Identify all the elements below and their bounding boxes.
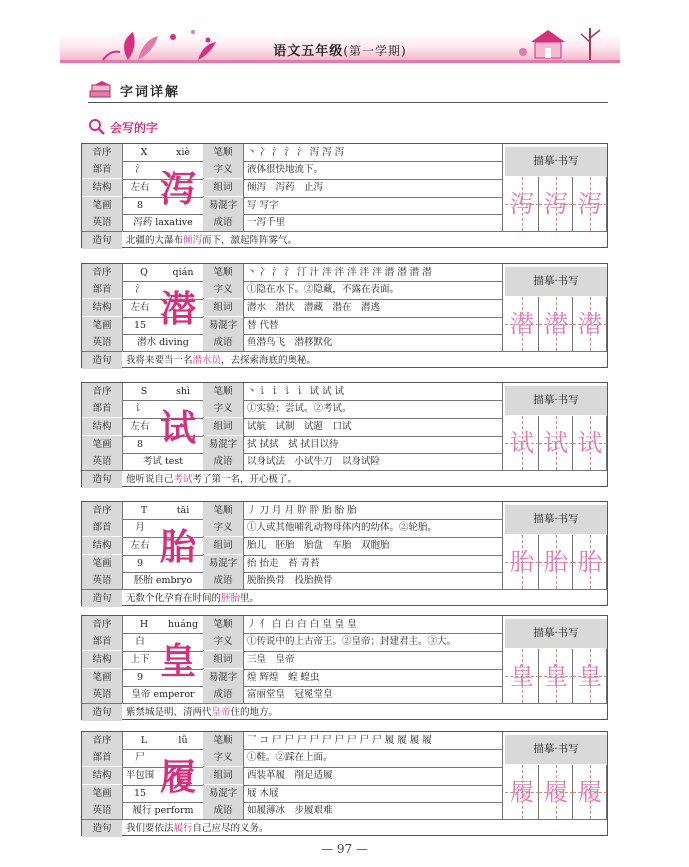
label-idiom: 成语 <box>203 572 243 589</box>
label-meaning: 字义 <box>203 749 243 766</box>
idiom-value: 一泻千里 <box>247 217 286 228</box>
label-english: 英语 <box>82 453 122 470</box>
sentence-keyword: 考试 <box>173 474 193 485</box>
label-confusable: 易混字 <box>203 555 243 572</box>
example-sentence: 紫禁城是明、清两代皇帝住的地方。 <box>126 707 279 718</box>
practice-cell <box>539 535 573 589</box>
character-card <box>81 143 608 248</box>
label-sentence: 造句 <box>82 352 122 369</box>
practice-grid <box>505 177 609 231</box>
character-card <box>81 263 608 368</box>
confusable-value: 屐 木屐 <box>247 788 279 799</box>
practice-cell <box>573 297 607 351</box>
label-strokes_count: 笔画 <box>82 317 122 334</box>
trace-character: 泻 <box>510 190 534 218</box>
label-idiom: 成语 <box>203 802 243 819</box>
label-words: 组词 <box>203 179 243 196</box>
strokes-value: 8 <box>136 439 144 450</box>
meaning-value: ①隐在水下。②隐藏，不露在表面。 <box>247 284 400 295</box>
label-radical: 部首 <box>82 519 122 536</box>
practice-cell <box>573 535 607 589</box>
label-confusable: 易混字 <box>203 197 243 214</box>
label-order: 音序 <box>82 732 122 749</box>
pinyin-value: qián <box>172 267 194 278</box>
pinyin-value: xiè <box>175 147 191 158</box>
sentence-keyword: 皇帝 <box>211 707 231 718</box>
strokes-value: 15 <box>133 788 147 799</box>
words-value: 胎儿 胚胎 胎盘 车胎 双胞胎 <box>247 540 390 551</box>
label-stroke_order: 笔顺 <box>203 732 243 749</box>
label-meaning: 字义 <box>203 633 243 650</box>
practice-grid <box>505 535 609 589</box>
trace-character: 胎 <box>578 548 602 576</box>
trace-character: 胎 <box>544 548 568 576</box>
stroke-order-value: 丶 冫 氵 氵 汀 汁 泮 泮 泮 泮 泮 潜 潜 潜 潜 <box>247 267 432 278</box>
strokes-value: 9 <box>136 672 144 683</box>
confusable-value: 拭 拭拭 拭 拭目以待 <box>247 439 339 450</box>
page-number: — 97 — <box>321 842 368 856</box>
label-order: 音序 <box>82 383 122 400</box>
stroke-order-value: 丿 亻 白 白 白 白 皇 皇 皇 <box>247 619 357 630</box>
sentence-keyword: 履行 <box>173 823 193 834</box>
main-character: 潜 <box>159 289 196 330</box>
practice-cell <box>505 649 539 703</box>
label-strokes_count: 笔画 <box>82 555 122 572</box>
practice-cell <box>573 649 607 703</box>
stroke-order-value: 丶 冫 氵 氵 氵 泻 泻 泻 <box>247 147 345 158</box>
section-title-sub: 会写的字 <box>88 118 158 136</box>
label-english: 英语 <box>82 214 122 231</box>
label-sentence: 造句 <box>82 471 122 488</box>
stroke-order-value: 丶 讠 讠 讠 讠 试 试 试 <box>247 386 345 397</box>
label-strokes_count: 笔画 <box>82 669 122 686</box>
label-sentence: 造句 <box>82 704 122 721</box>
english-value: 胚胎 embryo <box>133 575 193 586</box>
strokes-value: 15 <box>133 320 147 331</box>
label-english: 英语 <box>82 686 122 703</box>
practice-grid <box>505 765 609 819</box>
radical-value: 氵 <box>135 284 145 295</box>
sentence-keyword: 潜水员 <box>192 355 222 366</box>
label-structure: 结构 <box>82 299 122 316</box>
practice-grid <box>505 649 609 703</box>
example-sentence: 无数个化孕育在时间的胚胎里。 <box>126 593 260 604</box>
main-character: 皇 <box>159 641 196 682</box>
label-sentence: 造句 <box>82 820 122 837</box>
letter-value: H <box>139 619 149 630</box>
label-idiom: 成语 <box>203 334 243 351</box>
practice-cell <box>573 177 607 231</box>
label-confusable: 易混字 <box>203 669 243 686</box>
trace-character: 试 <box>510 429 534 457</box>
letter-value: L <box>140 735 148 746</box>
trace-character: 泻 <box>544 190 568 218</box>
practice-cell <box>505 765 539 819</box>
main-character: 试 <box>159 408 196 449</box>
label-structure: 结构 <box>82 418 122 435</box>
label-english: 英语 <box>82 334 122 351</box>
label-words: 组词 <box>203 537 243 554</box>
letter-value: T <box>140 505 148 516</box>
words-value: 西装革履 削足适履 <box>247 770 333 781</box>
label-structure: 结构 <box>82 179 122 196</box>
label-radical: 部首 <box>82 749 122 766</box>
words-value: 试航 试制 试题 口试 <box>247 421 352 432</box>
words-value: 倾泻 泻药 止泻 <box>247 182 324 193</box>
label-sentence: 造句 <box>82 232 122 249</box>
stroke-order-value: 丿 刀 月 月 肸 肸 胎 胎 胎 <box>247 505 357 516</box>
structure-value: 上下 <box>130 654 150 665</box>
label-meaning: 字义 <box>203 281 243 298</box>
structure-value: 左右 <box>130 540 150 551</box>
radical-value: 月 <box>135 522 145 533</box>
character-card <box>81 501 608 606</box>
example-sentence: 我们要依法履行自己应尽的义务。 <box>126 823 269 834</box>
label-stroke_order: 笔顺 <box>203 383 243 400</box>
character-card <box>81 731 608 836</box>
practice-label: 描摹·书写 <box>505 619 607 648</box>
trace-character: 皇 <box>544 662 568 690</box>
meaning-value: ①人或其他哺乳动物母体内的幼体。②轮胎。 <box>247 522 438 533</box>
meaning-value: 液体很快地流下。 <box>247 164 324 175</box>
idiom-value: 富丽堂皇 冠冕堂皇 <box>247 689 333 700</box>
label-words: 组词 <box>203 418 243 435</box>
books-icon <box>88 81 114 99</box>
main-character: 胎 <box>159 527 196 568</box>
english-value: 潜水 diving <box>137 337 189 348</box>
main-character: 泻 <box>159 169 196 210</box>
idiom-value: 如履薄冰 步履艰难 <box>247 805 333 816</box>
label-confusable: 易混字 <box>203 436 243 453</box>
letter-value: X <box>140 147 148 158</box>
trace-character: 泻 <box>578 190 602 218</box>
structure-value: 左右 <box>130 302 150 313</box>
label-order: 音序 <box>82 502 122 519</box>
practice-cell <box>505 177 539 231</box>
practice-label: 描摹·书写 <box>505 505 607 534</box>
label-strokes_count: 笔画 <box>82 197 122 214</box>
practice-cell <box>505 416 539 470</box>
label-structure: 结构 <box>82 651 122 668</box>
english-value: 履行 perform <box>132 805 194 816</box>
trace-character: 潜 <box>578 310 602 338</box>
trace-character: 皇 <box>510 662 534 690</box>
label-radical: 部首 <box>82 633 122 650</box>
character-card <box>81 382 608 487</box>
trace-character: 胎 <box>510 548 534 576</box>
structure-value: 左右 <box>130 421 150 432</box>
label-strokes_count: 笔画 <box>82 785 122 802</box>
english-value: 泻药 laxative <box>133 217 193 228</box>
label-radical: 部首 <box>82 400 122 417</box>
stroke-order-value: 乛 コ 尸 尸 尸 尸 尸 尸 尸 尸 尸 履 履 履 履 <box>247 735 432 746</box>
label-stroke_order: 笔顺 <box>203 264 243 281</box>
english-value: 考试 test <box>142 456 184 467</box>
trace-character: 试 <box>544 429 568 457</box>
radical-value: 白 <box>135 636 145 647</box>
confusable-value: 煌 辉煌 蝗 蝗虫 <box>247 672 320 683</box>
example-sentence: 他听说自己考试考了第一名，开心极了。 <box>126 474 298 485</box>
trace-character: 皇 <box>578 662 602 690</box>
strokes-value: 8 <box>136 200 144 211</box>
practice-label: 描摹·书写 <box>505 735 607 764</box>
practice-grid <box>505 297 609 351</box>
label-strokes_count: 笔画 <box>82 436 122 453</box>
practice-cell <box>505 297 539 351</box>
label-meaning: 字义 <box>203 161 243 178</box>
meaning-value: ①实验；尝试。②考试。 <box>247 403 352 414</box>
meaning-value: ①鞋。②踩在上面。 <box>247 752 333 763</box>
practice-cell <box>505 535 539 589</box>
practice-cell <box>573 765 607 819</box>
trace-character: 履 <box>578 778 602 806</box>
words-value: 潜水 潜伏 潜藏 潜在 潜逃 <box>247 302 381 313</box>
english-value: 皇帝 emperor <box>131 689 195 700</box>
structure-value: 左右 <box>130 182 150 193</box>
letter-value: S <box>140 386 148 397</box>
label-radical: 部首 <box>82 161 122 178</box>
practice-cell <box>539 177 573 231</box>
label-words: 组词 <box>203 299 243 316</box>
practice-label: 描摹·书写 <box>505 147 607 176</box>
header-title: 语文五年级(第一学期) <box>273 44 407 59</box>
section-title-main: 字词详解 <box>88 80 180 100</box>
label-order: 音序 <box>82 616 122 633</box>
practice-label: 描摹·书写 <box>505 267 607 296</box>
label-confusable: 易混字 <box>203 317 243 334</box>
strokes-value: 9 <box>136 558 144 569</box>
label-words: 组词 <box>203 651 243 668</box>
confusable-value: 替 代替 <box>247 320 279 331</box>
practice-cell <box>539 649 573 703</box>
label-idiom: 成语 <box>203 453 243 470</box>
pinyin-value: lǚ <box>178 735 188 746</box>
pinyin-value: shì <box>175 386 191 397</box>
label-english: 英语 <box>82 802 122 819</box>
radical-value: 讠 <box>135 403 145 414</box>
sentence-keyword: 倾泻 <box>183 235 203 246</box>
practice-cell <box>573 416 607 470</box>
confusable-value: 写 写字 <box>247 200 279 211</box>
meaning-value: ①传说中的上古帝王。②皇帝；封建君主。③大。 <box>247 636 457 647</box>
practice-cell <box>539 416 573 470</box>
label-idiom: 成语 <box>203 686 243 703</box>
words-value: 三皇 皇帝 <box>247 654 295 665</box>
structure-value: 半包围 <box>125 770 155 781</box>
practice-cell <box>539 297 573 351</box>
label-sentence: 造句 <box>82 590 122 607</box>
label-structure: 结构 <box>82 767 122 784</box>
label-meaning: 字义 <box>203 519 243 536</box>
label-stroke_order: 笔顺 <box>203 144 243 161</box>
label-stroke_order: 笔顺 <box>203 616 243 633</box>
label-stroke_order: 笔顺 <box>203 502 243 519</box>
page-header <box>60 22 620 72</box>
trace-character: 履 <box>544 778 568 806</box>
label-english: 英语 <box>82 572 122 589</box>
practice-label: 描摹·书写 <box>505 386 607 415</box>
label-words: 组词 <box>203 767 243 784</box>
letter-value: Q <box>140 267 148 278</box>
trace-character: 履 <box>510 778 534 806</box>
main-character: 履 <box>159 757 196 798</box>
idiom-value: 鱼潜鸟飞 潜移默化 <box>247 337 333 348</box>
idiom-value: 脱胎换骨 投胎换骨 <box>247 575 333 586</box>
label-order: 音序 <box>82 144 122 161</box>
label-order: 音序 <box>82 264 122 281</box>
label-meaning: 字义 <box>203 400 243 417</box>
trace-character: 潜 <box>544 310 568 338</box>
magnifier-icon <box>88 118 106 136</box>
section-divider <box>88 102 608 103</box>
label-radical: 部首 <box>82 281 122 298</box>
house-tree-decoration <box>515 22 615 62</box>
trace-character: 潜 <box>510 310 534 338</box>
radical-value: 尸 <box>135 752 145 763</box>
idiom-value: 以身试法 小试牛刀 以身试险 <box>247 456 381 467</box>
pinyin-value: huáng <box>167 619 199 630</box>
example-sentence: 我将来要当一名潜水员，去探索海底的奥秘。 <box>126 355 317 366</box>
label-confusable: 易混字 <box>203 785 243 802</box>
radical-value: 氵 <box>135 164 145 175</box>
label-structure: 结构 <box>82 537 122 554</box>
practice-grid <box>505 416 609 470</box>
label-idiom: 成语 <box>203 214 243 231</box>
character-card <box>81 615 608 720</box>
example-sentence: 北疆的大瀑布倾泻而下，激起阵阵雾气。 <box>126 235 298 246</box>
confusable-value: 抬 抬走 苔 青苔 <box>247 558 320 569</box>
sentence-keyword: 胚胎 <box>221 593 241 604</box>
practice-cell <box>539 765 573 819</box>
pinyin-value: tāi <box>176 505 190 516</box>
trace-character: 试 <box>578 429 602 457</box>
